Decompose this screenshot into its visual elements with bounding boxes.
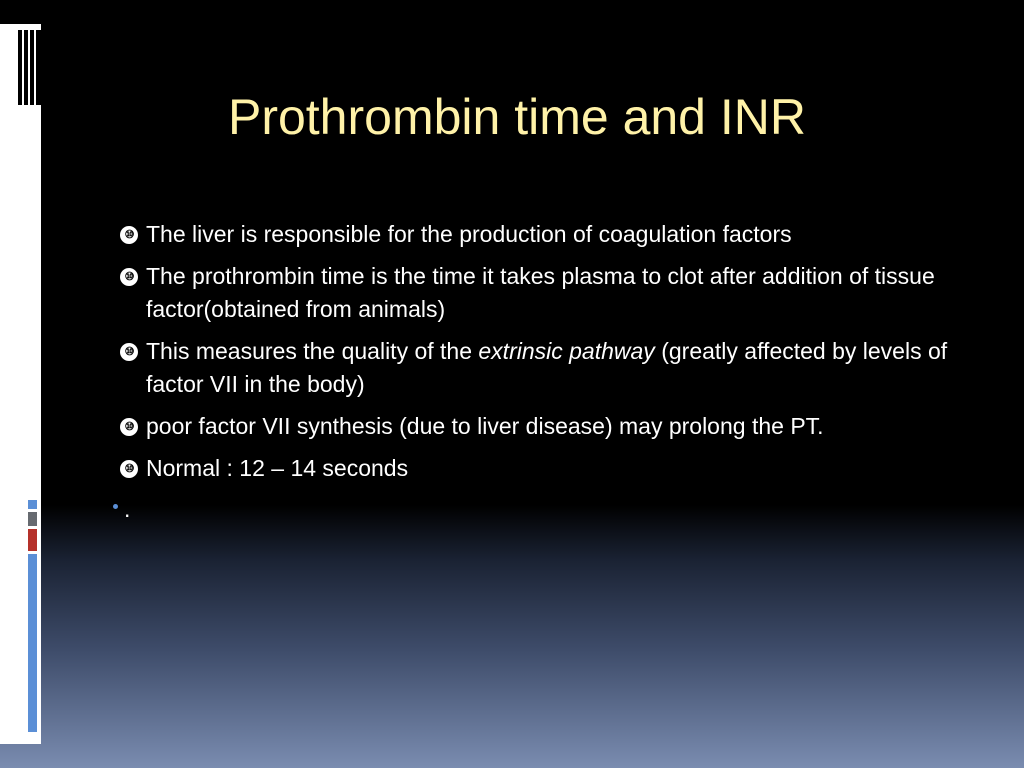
dot-bullet-icon — [113, 504, 118, 509]
accent-block-blue — [28, 500, 37, 509]
bullet-text: The prothrombin time is the time it takes plasma to clot after addition of tissue factor(obtained from animals) — [146, 263, 935, 322]
bullet-text: This measures the quality of the — [146, 338, 479, 364]
accent-block-gray — [28, 512, 37, 526]
bullet-text: poor factor VII synthesis (due to liver disease) may prolong the PT. — [146, 413, 824, 439]
slide-title: Prothrombin time and INR — [227, 89, 806, 145]
bullet-text: Normal : 12 – 14 seconds — [146, 455, 409, 481]
accent-bar-blue — [28, 554, 37, 732]
bullet-text: . — [124, 496, 131, 522]
bullet-text-italic: extrinsic pathway — [478, 338, 655, 364]
empty-bullet-item — [116, 494, 956, 524]
bullet-item — [116, 260, 956, 326]
circled-ten-bullet-icon: ⑩ — [120, 418, 138, 436]
bullet-item — [116, 335, 956, 401]
circled-ten-bullet-icon: ⑩ — [120, 460, 138, 478]
bullet-text: (greatly affected by levels of factor VII in the body) — [146, 338, 948, 397]
bullet-item — [116, 452, 956, 485]
bullet-item — [116, 410, 956, 443]
bullet-text: The liver is responsible for the production of coagulation factors — [146, 221, 792, 247]
accent-block-red — [28, 529, 37, 551]
bullet-list — [116, 218, 956, 524]
bullet-item — [116, 218, 956, 251]
circled-ten-bullet-icon: ⑩ — [120, 226, 138, 244]
circled-ten-bullet-icon: ⑩ — [120, 268, 138, 286]
circled-ten-bullet-icon: ⑩ — [120, 343, 138, 361]
